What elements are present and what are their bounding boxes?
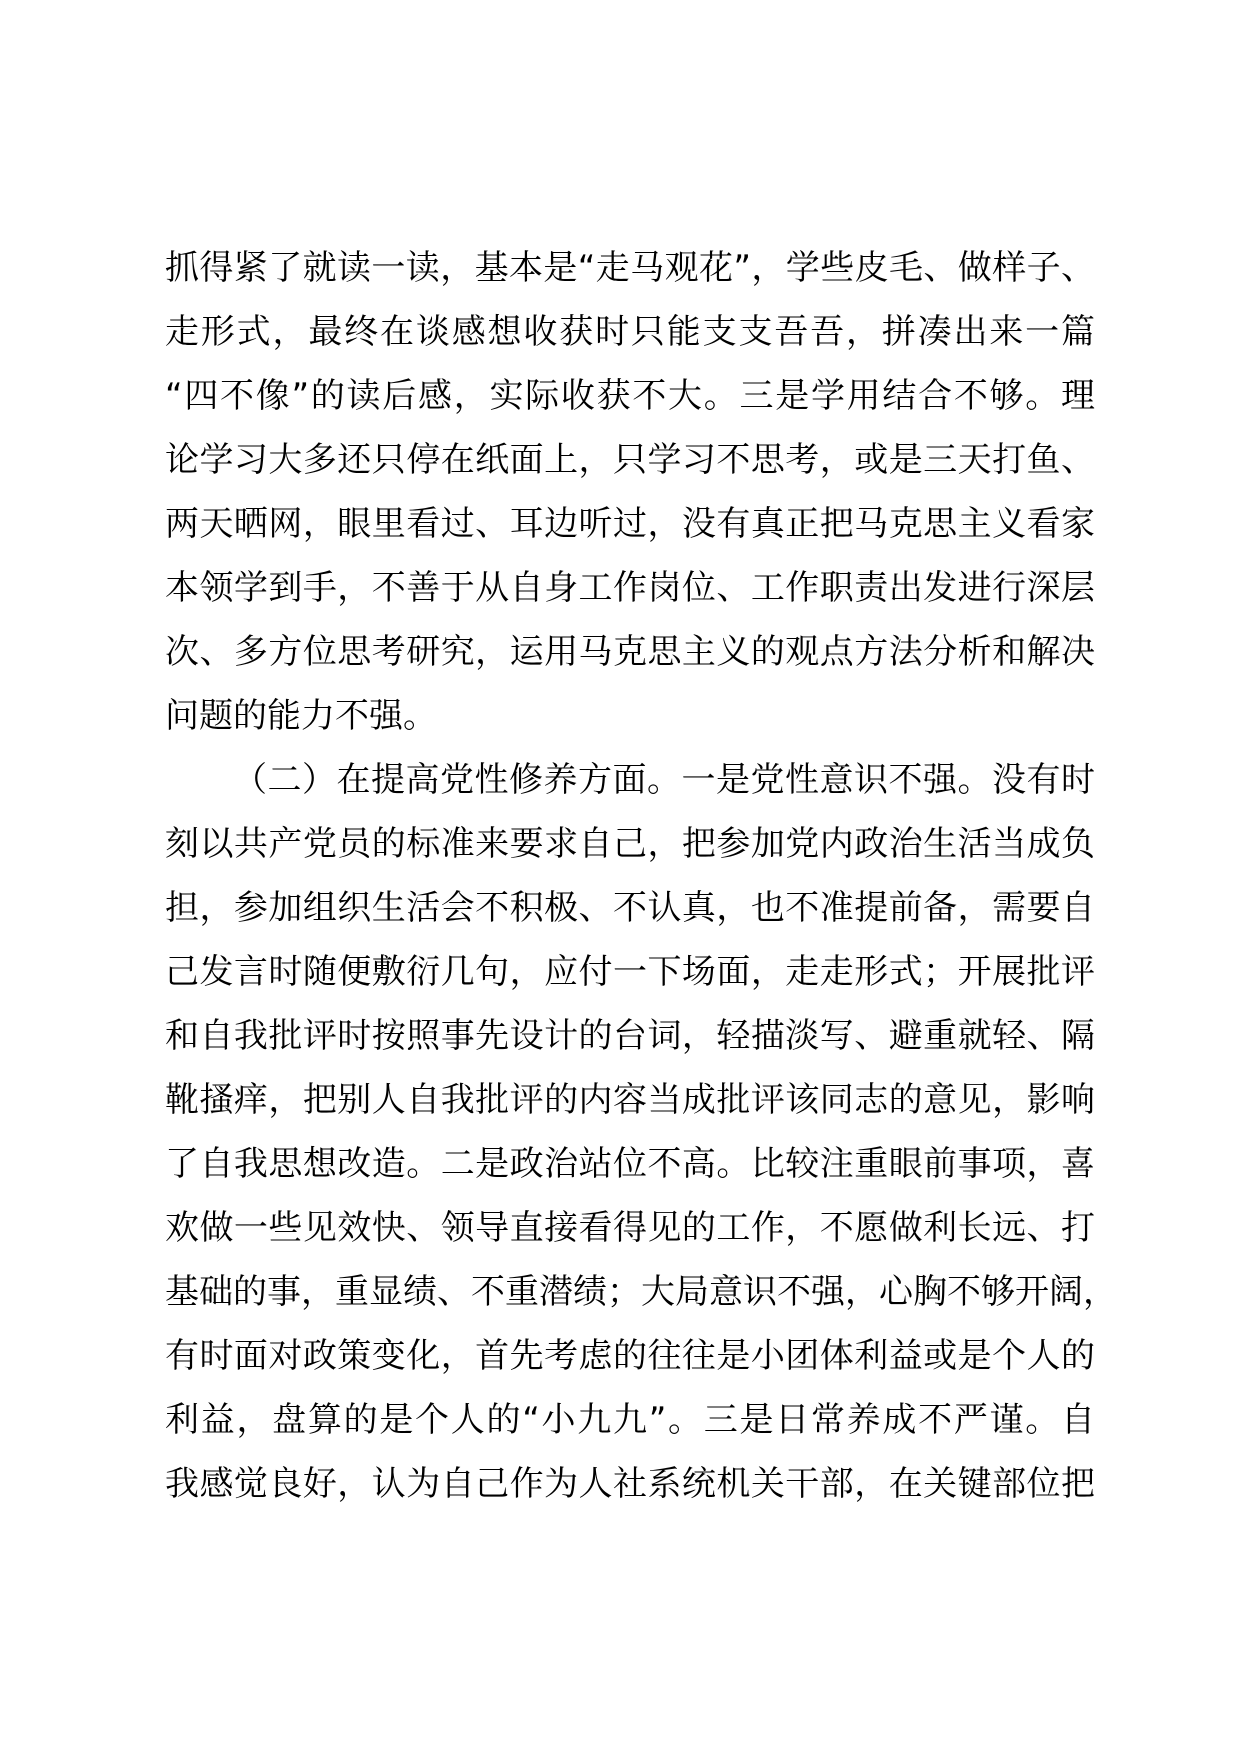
- body-text: [165, 236, 1117, 1516]
- text-line: 欢做一些见效快、领导直接看得见的工作，不愿做利长远、打: [165, 1208, 1095, 1248]
- text-line: 走形式，最终在谈感想收获时只能支支吾吾，拼凑出来一篇: [165, 312, 1095, 352]
- text-line: 利益，盘算的是个人的“小九九”。三是日常养成不严谨。自: [165, 1400, 1095, 1440]
- text-line: 靴搔痒，把别人自我批评的内容当成批评该同志的意见，影响: [165, 1080, 1095, 1120]
- text-line: “四不像”的读后感，实际收获不大。三是学用结合不够。理: [165, 376, 1095, 416]
- section-heading-line: （二）在提高党性修养方面。一是党性意识不强。没有时: [233, 760, 1095, 800]
- text-line: 论学习大多还只停在纸面上，只学习不思考，或是三天打鱼、: [165, 440, 1095, 480]
- text-line: 抓得紧了就读一读，基本是“走马观花”，学些皮毛、做样子、: [165, 248, 1095, 288]
- text-line: 两天晒网，眼里看过、耳边听过，没有真正把马克思主义看家: [165, 504, 1095, 544]
- text-line: 本领学到手，不善于从自身工作岗位、工作职责出发进行深层: [165, 568, 1095, 608]
- text-line: 刻以共产党员的标准来要求自己，把参加党内政治生活当成负: [165, 824, 1095, 864]
- text-line: 和自我批评时按照事先设计的台词，轻描淡写、避重就轻、隔: [165, 1016, 1095, 1056]
- text-line: 了自我思想改造。二是政治站位不高。比较注重眼前事项，喜: [165, 1144, 1095, 1184]
- paragraph-end-line: 问题的能力不强。: [165, 696, 437, 736]
- text-line: 次、多方位思考研究，运用马克思主义的观点方法分析和解决: [165, 632, 1095, 672]
- text-line: 担，参加组织生活会不积极、不认真，也不准提前备，需要自: [165, 888, 1095, 928]
- text-line: 我感觉良好，认为自己作为人社系统机关干部，在关键部位把: [165, 1464, 1095, 1504]
- text-line: 有时面对政策变化，首先考虑的往往是小团体利益或是个人的: [165, 1336, 1095, 1376]
- text-line: 基础的事，重显绩、不重潜绩；大局意识不强，心胸不够开阔，: [165, 1272, 1117, 1312]
- text-line: 己发言时随便敷衍几句，应付一下场面，走走形式；开展批评: [165, 952, 1095, 992]
